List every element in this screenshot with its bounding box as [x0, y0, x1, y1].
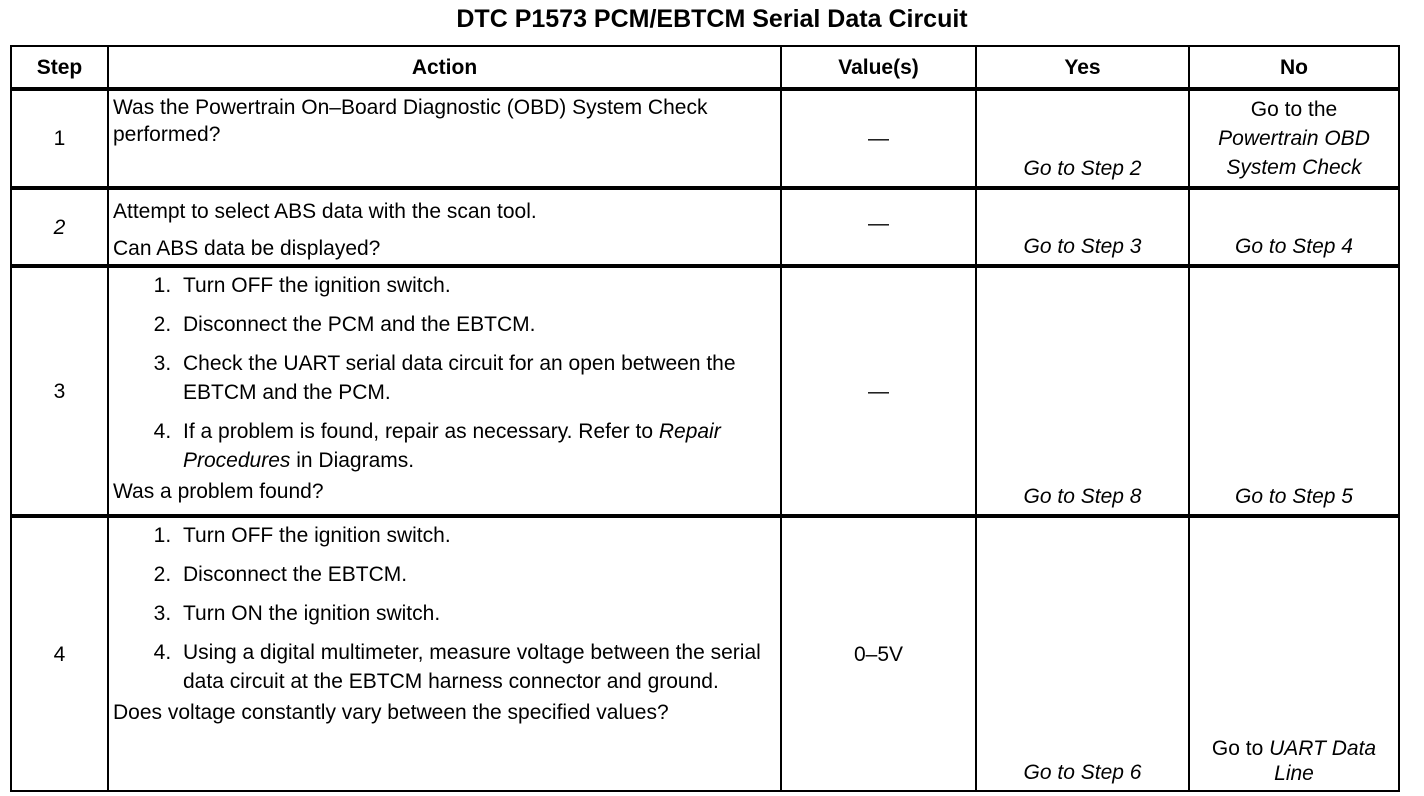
action-cell [108, 266, 781, 516]
action-cell [108, 89, 781, 188]
no-cell [1189, 516, 1399, 791]
table-row [11, 516, 1399, 791]
repair-procedures-ref: Repair Procedures [183, 420, 721, 472]
action-question: Does voltage constantly vary between the specified values? [113, 701, 669, 724]
list-item: 2. Disconnect the PCM and the EBTCM. [177, 310, 774, 339]
value-cell: — [781, 266, 976, 516]
yes-cell: Go to Step 6 [976, 516, 1189, 791]
action-cell [108, 188, 781, 266]
yes-cell: Go to Step 8 [976, 266, 1189, 516]
action-question: Can ABS data be displayed? [113, 237, 381, 260]
diagnostic-table [10, 45, 1400, 792]
action-cell [108, 516, 781, 791]
no-link-text: UART Data Line [1269, 737, 1377, 785]
table-header-row [11, 46, 1399, 89]
no-text: Go to the [1250, 98, 1338, 121]
yes-cell: Go to Step 2 [976, 89, 1189, 188]
column-header-action: Action [108, 46, 781, 89]
no-text: Go to [1211, 737, 1264, 760]
list-item: 2. Disconnect the EBTCM. [177, 560, 774, 589]
list-item-text: If a problem is found, repair as necessary. Refer to [183, 420, 653, 443]
step-number: 4 [11, 516, 108, 791]
no-cell: Go to Step 4 [1189, 188, 1399, 266]
list-item [177, 417, 774, 475]
column-header-yes: Yes [976, 46, 1189, 89]
step-number: 1 [11, 89, 108, 188]
page-title: DTC P1573 PCM/EBTCM Serial Data Circuit [456, 5, 968, 33]
no-cell: Go to Step 5 [1189, 266, 1399, 516]
no-cell [1189, 89, 1399, 188]
column-header-step: Step [11, 46, 108, 89]
value-cell: — [781, 89, 976, 188]
list-item: 4. Using a digital multimeter, measure voltage between the serial data circuit at the EBTCM harness connector and ground. [177, 638, 774, 696]
action-list [113, 271, 774, 475]
value-cell: — [781, 188, 976, 266]
action-text: Was the Powertrain On–Board Diagnostic (OBD) System Check performed? [113, 96, 708, 146]
step-number: 2 [11, 188, 108, 266]
yes-cell: Go to Step 3 [976, 188, 1189, 266]
no-link-text: Powertrain OBD System Check [1218, 127, 1370, 179]
action-list [113, 521, 774, 696]
step-number: 3 [11, 266, 108, 516]
value-cell: 0–5V [781, 516, 976, 791]
column-header-no: No [1189, 46, 1399, 89]
list-item: 1. Turn OFF the ignition switch. [177, 271, 774, 300]
table-row [11, 89, 1399, 188]
list-item-tail: in Diagrams. [290, 449, 415, 472]
list-item: 3. Check the UART serial data circuit for an open between the EBTCM and the PCM. [177, 349, 774, 407]
list-item: 3. Turn ON the ignition switch. [177, 599, 774, 628]
action-question: Was a problem found? [113, 480, 324, 503]
list-item: 1. Turn OFF the ignition switch. [177, 521, 774, 550]
action-text: Attempt to select ABS data with the scan tool. [113, 200, 537, 223]
column-header-values: Value(s) [781, 46, 976, 89]
table-row [11, 188, 1399, 266]
table-row [11, 266, 1399, 516]
